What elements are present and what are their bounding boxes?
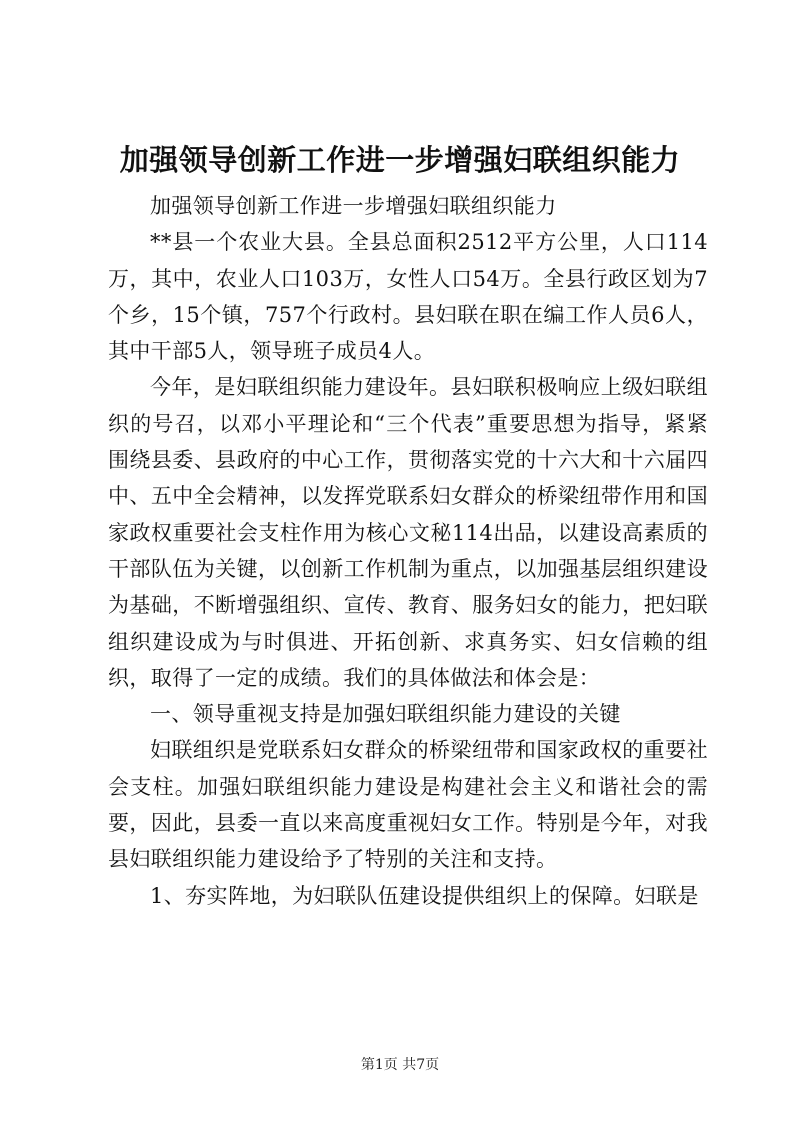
paragraph-county-overview: **县一个农业大县。全县总面积2512平方公里，人口114万，其中，农业人口103万，女性人口54万。全县行政区划为7个乡，15个镇，757个行政村。县妇联在职在编工作人员6人，其中干部5人，领导班子成员4人。 xyxy=(108,230,708,364)
paragraph-leadership-support: 妇联组织是党联系妇女群众的桥梁纽带和国家政权的重要社会支柱。加强妇联组织能力建设是构建社会主义和谐社会的需要，因此，县委一直以来高度重视妇女工作。特别是今年，对我县妇联组织能力建设给予了特别的关注和支持。 xyxy=(108,738,708,872)
document-title: 加强领导创新工作进一步增强妇联组织能力 xyxy=(119,143,681,177)
paragraph-subtitle: 加强领导创新工作进一步增强妇联组织能力 xyxy=(150,194,557,218)
document-body xyxy=(108,188,708,914)
paragraph-item-1: 1、夯实阵地，为妇联队伍建设提供组织上的保障。妇联是 xyxy=(150,883,699,908)
paragraph-capacity-year: 今年，是妇联组织能力建设年。县妇联积极响应上级妇联组织的号召，以邓小平理论和“三个代表”重要思想为指导，紧紧围绕县委、县政府的中心工作，贯彻落实党的十六大和十六届四中、五中全会精神，以发挥党联系妇女群众的桥梁纽带作用和国家政权重要社会支柱作用为核心文秘114出品，以建设高素质的干部队伍为关键，以创新工作机制为重点，以加强基层组织建设为基础，不断增强组织、宣传、教育、服务妇女的能力，把妇联组织建设成为与时俱进、开拓创新、求真务实、妇女信赖的组织，取得了一定的成绩。我们的具体做法和体会是： xyxy=(108,375,708,690)
section-heading-1: 一、领导重视支持是加强妇联组织能力建设的关键 xyxy=(150,702,621,727)
page-footer: 第1页 共7页 xyxy=(360,1057,440,1073)
